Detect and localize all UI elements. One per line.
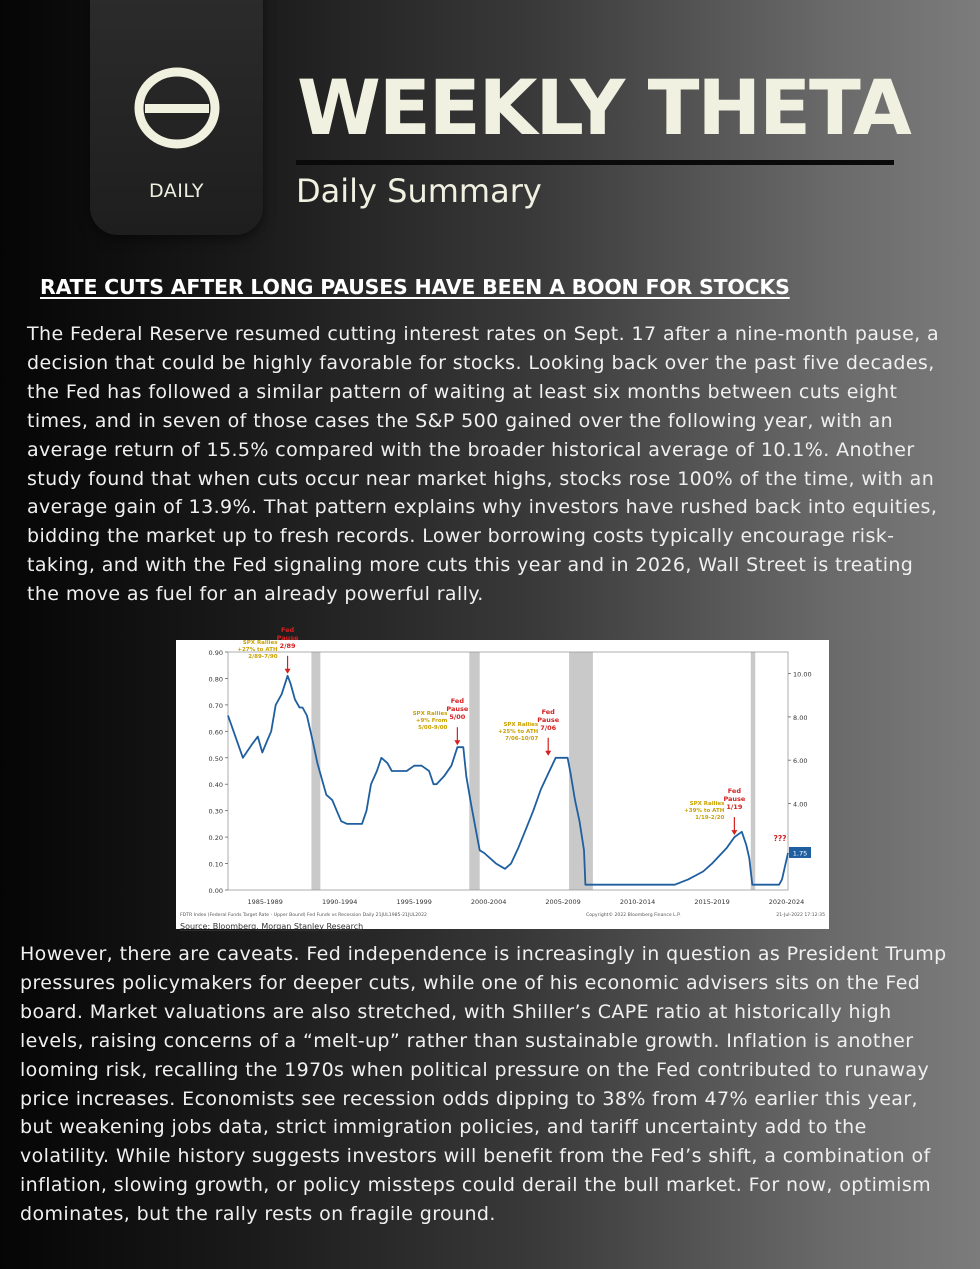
spx-rally-label: SPX Rallies (412, 711, 448, 718)
brand-badge (90, 0, 263, 235)
spx-rally-label: +9% From (415, 718, 448, 725)
left-axis-tick-label: 0.40 (208, 781, 223, 790)
page-subtitle: Daily Summary (296, 172, 542, 210)
x-axis-tick-label: 2020-2024 (768, 898, 805, 906)
spx-rally-label: SPX Rallies (503, 721, 539, 728)
x-axis-tick-label: 1985-1989 (247, 898, 283, 906)
chart-svg (176, 625, 829, 931)
left-axis-tick-label: 0.10 (208, 860, 223, 869)
chart-copyright: Copyright© 2022 Bloomberg Finance L.P. (586, 913, 681, 918)
recession-band (569, 652, 593, 890)
spx-rally-label: 1/19-2/20 (695, 815, 725, 822)
spx-rally-label: SPX Rallies (242, 639, 278, 646)
fed-funds-chart (176, 625, 829, 931)
theta-logo-icon (133, 68, 221, 148)
article-paragraph-1: The Federal Reserve resumed cutting interest rates on Sept. 17 after a nine-month pause, a decision that could be highly favorable for stocks. Looking back over the past five decades, the Fed has followed a similar pattern of waiting at least six months between cuts eight times, and in seven of those cases the S&P 500 gained over the following year, with an average return of 15.5% compared with the broader historical average of 10.1%. Another study found that when cuts occur near market highs, stocks rose 100% of the time, with an average gain of 13.9%. That pattern explains why investors have rushed back into equities, bidding the market up to fresh records. Lower borrowing costs typically encourage risk-taking, and with the Fed signaling more cuts this year and in 2026, Wall Street is treating the move as fuel for an already powerful rally. (27, 323, 940, 606)
fed-pause-arrowhead (731, 830, 737, 835)
right-axis-tick-label: 10.00 (793, 670, 812, 679)
spx-rally-label: +39% to ATH (684, 808, 725, 815)
left-axis-tick-label: 0.90 (208, 649, 223, 657)
fed-pause-label: 7/06 (540, 723, 557, 732)
fed-pause-label: 1/19 (726, 803, 743, 812)
spx-rally-label: SPX Rallies (689, 801, 725, 808)
left-axis-tick-label: 0.00 (208, 887, 223, 895)
fed-pause-arrowhead (454, 740, 460, 745)
left-axis-tick-label: 0.60 (208, 728, 223, 737)
fed-pause-label: Fed (727, 787, 742, 796)
spx-rally-label: 7/06-10/07 (505, 735, 539, 742)
article-paragraph-2: However, there are caveats. Fed independence is increasingly in question as President Trump pressures policymakers for deeper cuts, while one of his economic advisers sits on the Fed board. Market valuations are also stretched, with Shiller’s CAPE ratio at historically high levels, raising concerns of a “melt-up” rather than sustainable growth. Inflation is another looming risk, recalling the 1970s when political pressure on the Fed contributed to runaway price increases. Economists see recession odds dipping to 38% from 47% earlier this year, but weakening jobs data, strict immigration policies, and tariff uncertainty add to the volatility. While history suggests investors will benefit from the Fed’s shift, a combination of inflation, slowing growth, or policy missteps could derail the bull market. For now, optimism dominates, but the rally rests on fragile ground. (20, 943, 947, 1226)
question-mark-annotation: ??? (773, 833, 787, 843)
fed-pause-arrowhead (285, 669, 291, 674)
recession-band (751, 652, 755, 890)
fed-pause-label: Pause (276, 633, 299, 642)
right-axis-tick-label: 4.00 (793, 800, 808, 809)
fed-pause-label: 2/89 (279, 641, 296, 650)
x-axis-tick-label: 1990-1994 (321, 898, 358, 906)
left-axis-tick-label: 0.30 (208, 807, 223, 816)
left-axis-tick-label: 0.80 (208, 675, 223, 684)
fed-pause-label: 5/00 (449, 713, 466, 722)
left-axis-tick-label: 0.70 (208, 701, 223, 710)
x-axis-tick-label: 2010-2014 (619, 898, 656, 906)
fed-pause-label: Fed (450, 697, 464, 706)
spx-rally-label: 2/89-7/90 (248, 653, 278, 660)
title-divider (296, 160, 894, 165)
fed-pause-label: Pause (537, 715, 560, 724)
chart-footnote: FDTR Index (Federal Funds Target Rate - Upper Bound) Fed Funds vs Recession Daily 21JUL1985-21JUL2022 (180, 913, 427, 918)
fed-pause-arrowhead (545, 751, 551, 756)
fed-pause-label: Fed (280, 625, 295, 634)
x-axis-tick-label: 2000-2004 (470, 898, 507, 906)
chart-source: Source: Bloomberg, Morgan Stanley Research (180, 922, 364, 931)
brand-caption: DAILY (148, 180, 205, 202)
spx-rally-label: +27% to ATH (237, 646, 278, 653)
fed-pause-label: Pause (446, 705, 469, 714)
fed-pause-label: Pause (723, 795, 746, 804)
recession-band (469, 652, 479, 890)
x-axis-tick-label: 2015-2019 (694, 898, 730, 906)
last-value-label: 1.75 (792, 849, 808, 858)
spx-rally-label: 5/00-9/00 (418, 725, 448, 732)
left-axis-tick-label: 0.20 (208, 834, 223, 843)
left-axis-tick-label: 0.50 (208, 754, 223, 763)
spx-rally-label: +25% to ATH (498, 728, 539, 735)
page-title: WEEKLY THETA (297, 63, 910, 152)
right-axis-tick-label: 6.00 (793, 757, 808, 766)
right-axis-tick-label: 8.00 (793, 713, 808, 722)
chart-timestamp: 21-Jul-2022 17:12:35 (776, 913, 825, 918)
x-axis-tick-label: 2005-2009 (545, 898, 581, 906)
article-headline: RATE CUTS AFTER LONG PAUSES HAVE BEEN A BOON FOR STOCKS (40, 275, 790, 299)
fed-pause-label: Fed (541, 707, 555, 716)
x-axis-tick-label: 1995-1999 (396, 898, 432, 906)
